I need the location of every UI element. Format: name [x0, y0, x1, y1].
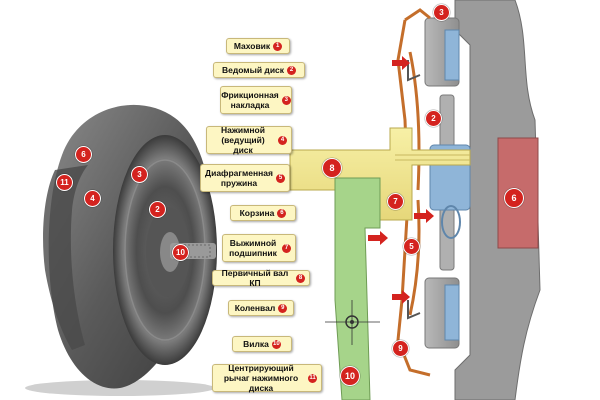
- diagram-badge-5: 5: [403, 238, 420, 255]
- release-fork: [335, 178, 380, 400]
- photo-badge-4: 4: [84, 190, 101, 207]
- label-friction-lining: Фрикционная накладка 3: [220, 86, 292, 114]
- label-cover: Корзина 6: [230, 205, 296, 221]
- label-crankshaft: Коленвал 9: [228, 300, 294, 316]
- label-driven-disc: Ведомый диск 2: [213, 62, 305, 78]
- photo-badge-6: 6: [75, 146, 92, 163]
- photo-badge-2: 2: [149, 201, 166, 218]
- diagram-badge-8: 8: [322, 158, 342, 178]
- pressure-plate-top-blue: [445, 30, 459, 80]
- label-input-shaft: Первичный вал КП 8: [212, 270, 310, 286]
- diagram-badge-10: 10: [340, 366, 360, 386]
- cutaway-diagram: [290, 0, 540, 400]
- label-fork: Вилка 10: [232, 336, 292, 352]
- force-arrow-2: [414, 209, 434, 223]
- label-centering-lever: Центрирующий рычаг нажимного диска 11: [212, 364, 322, 392]
- diagram-badge-9: 9: [392, 340, 409, 357]
- label-diaphragm-spring: Диафрагменная пружина 5: [200, 164, 290, 192]
- label-release-bearing: Выжимной подшипник 7: [222, 234, 296, 262]
- photo-badge-3: 3: [131, 166, 148, 183]
- label-flywheel: Маховик 1: [226, 38, 290, 54]
- diagram-badge-2: 2: [425, 110, 442, 127]
- diagram-badge-3: 3: [433, 4, 450, 21]
- pressure-plate-bottom-blue: [445, 285, 459, 340]
- diagram-badge-6: 6: [504, 188, 524, 208]
- label-pressure-plate: Нажимной (ведущий) диск 4: [206, 126, 292, 154]
- photo-badge-11: 11: [56, 174, 73, 191]
- diagram-badge-7: 7: [387, 193, 404, 210]
- photo-badge-10: 10: [172, 244, 189, 261]
- force-arrow-1: [368, 231, 388, 245]
